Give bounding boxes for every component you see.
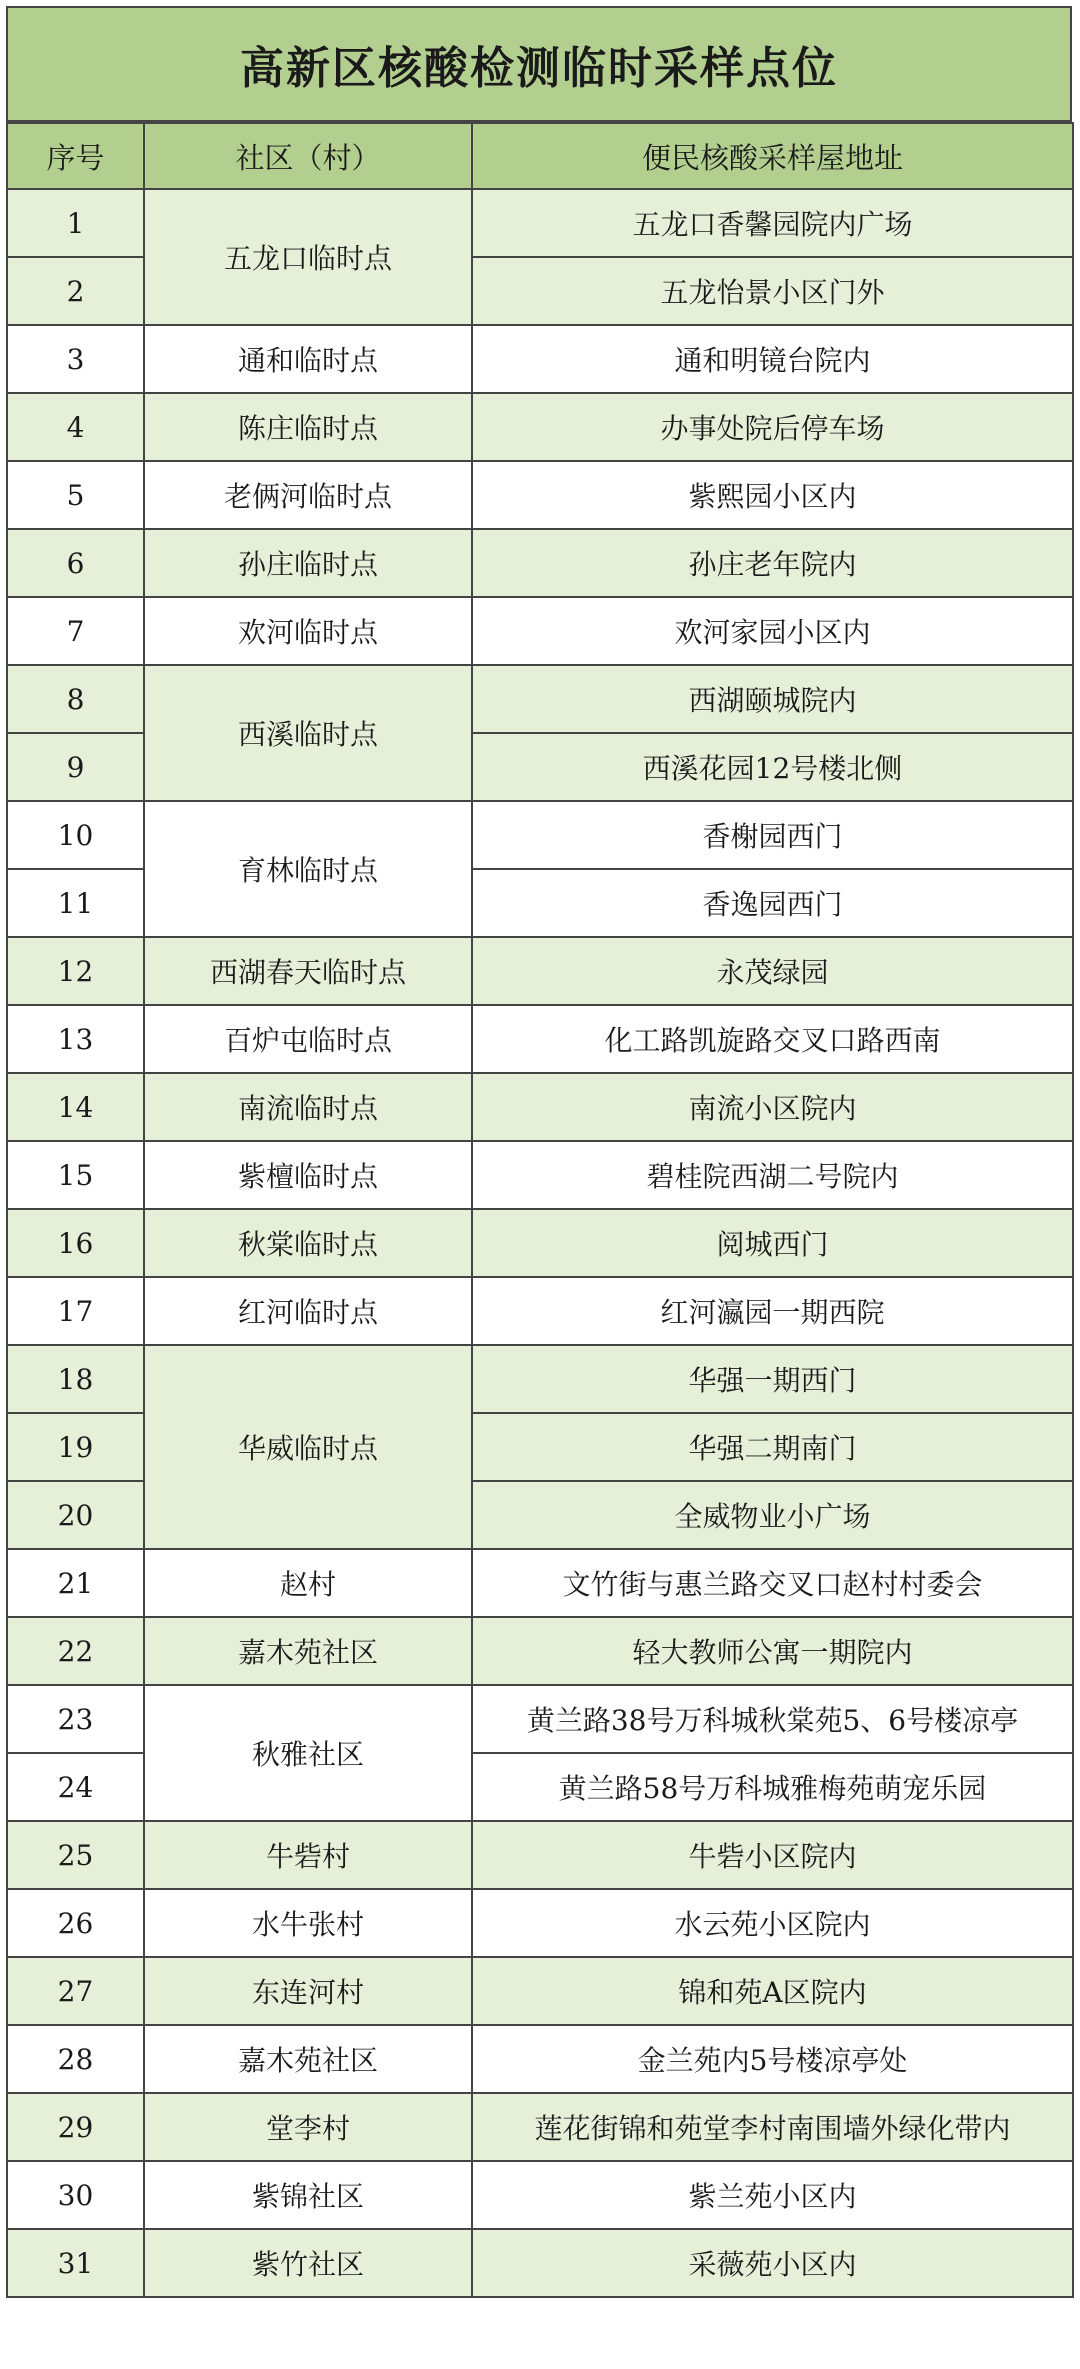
row-index: 13 — [7, 1005, 144, 1073]
table-row — [7, 597, 1073, 665]
row-address: 牛砦小区院内 — [472, 1821, 1073, 1889]
row-address: 红河瀛园一期西院 — [472, 1277, 1073, 1345]
row-address: 水云苑小区院内 — [472, 1889, 1073, 1957]
row-index: 29 — [7, 2093, 144, 2161]
row-address: 华强一期西门 — [472, 1345, 1073, 1413]
table-row — [7, 1073, 1073, 1141]
row-index: 6 — [7, 529, 144, 597]
table-row — [7, 1141, 1073, 1209]
table-row — [7, 461, 1073, 529]
row-address: 黄兰路38号万科城秋棠苑5、6号楼凉亭 — [472, 1685, 1073, 1753]
row-community: 秋棠临时点 — [144, 1209, 472, 1277]
row-address: 五龙怡景小区门外 — [472, 257, 1073, 325]
row-community: 百炉屯临时点 — [144, 1005, 472, 1073]
row-address: 阅城西门 — [472, 1209, 1073, 1277]
row-community: 西溪临时点 — [144, 665, 472, 801]
row-address: 华强二期南门 — [472, 1413, 1073, 1481]
row-index: 28 — [7, 2025, 144, 2093]
row-community: 水牛张村 — [144, 1889, 472, 1957]
row-index: 22 — [7, 1617, 144, 1685]
row-community: 华威临时点 — [144, 1345, 472, 1549]
row-index: 1 — [7, 189, 144, 257]
row-address: 轻大教师公寓一期院内 — [472, 1617, 1073, 1685]
table-row — [7, 665, 1073, 733]
table-body — [7, 189, 1073, 2297]
row-address: 孙庄老年院内 — [472, 529, 1073, 597]
table-row — [7, 393, 1073, 461]
row-community: 西湖春天临时点 — [144, 937, 472, 1005]
row-index: 21 — [7, 1549, 144, 1617]
table-row — [7, 325, 1073, 393]
row-address: 化工路凯旋路交叉口路西南 — [472, 1005, 1073, 1073]
row-index: 3 — [7, 325, 144, 393]
row-index: 12 — [7, 937, 144, 1005]
row-community: 欢河临时点 — [144, 597, 472, 665]
row-index: 30 — [7, 2161, 144, 2229]
table-row — [7, 529, 1073, 597]
row-index: 24 — [7, 1753, 144, 1821]
row-community: 嘉木苑社区 — [144, 2025, 472, 2093]
row-address: 永茂绿园 — [472, 937, 1073, 1005]
row-address: 南流小区院内 — [472, 1073, 1073, 1141]
table-row — [7, 1889, 1073, 1957]
row-address: 五龙口香馨园院内广场 — [472, 189, 1073, 257]
page-title: 高新区核酸检测临时采样点位 — [6, 6, 1072, 122]
row-community: 通和临时点 — [144, 325, 472, 393]
header-address: 便民核酸采样屋地址 — [472, 123, 1073, 189]
row-address: 西湖颐城院内 — [472, 665, 1073, 733]
row-address: 通和明镜台院内 — [472, 325, 1073, 393]
table-row — [7, 1277, 1073, 1345]
row-index: 23 — [7, 1685, 144, 1753]
row-community: 秋雅社区 — [144, 1685, 472, 1821]
row-address: 紫熙园小区内 — [472, 461, 1073, 529]
row-index: 14 — [7, 1073, 144, 1141]
row-address: 香榭园西门 — [472, 801, 1073, 869]
row-index: 8 — [7, 665, 144, 733]
row-address: 金兰苑内5号楼凉亭处 — [472, 2025, 1073, 2093]
row-community: 育林临时点 — [144, 801, 472, 937]
row-address: 采薇苑小区内 — [472, 2229, 1073, 2297]
row-index: 11 — [7, 869, 144, 937]
table-row — [7, 1209, 1073, 1277]
row-index: 5 — [7, 461, 144, 529]
row-index: 16 — [7, 1209, 144, 1277]
table-row — [7, 2161, 1073, 2229]
table-row — [7, 2093, 1073, 2161]
row-address: 黄兰路58号万科城雅梅苑萌宠乐园 — [472, 1753, 1073, 1821]
row-address: 莲花街锦和苑堂李村南围墙外绿化带内 — [472, 2093, 1073, 2161]
row-index: 7 — [7, 597, 144, 665]
header-index: 序号 — [7, 123, 144, 189]
row-community: 紫锦社区 — [144, 2161, 472, 2229]
table-row — [7, 2229, 1073, 2297]
row-index: 4 — [7, 393, 144, 461]
row-index: 9 — [7, 733, 144, 801]
table-row — [7, 1549, 1073, 1617]
table-row — [7, 1345, 1073, 1413]
row-community: 孙庄临时点 — [144, 529, 472, 597]
row-index: 19 — [7, 1413, 144, 1481]
row-community: 五龙口临时点 — [144, 189, 472, 325]
row-index: 10 — [7, 801, 144, 869]
row-community: 堂李村 — [144, 2093, 472, 2161]
table-row — [7, 189, 1073, 257]
row-community: 东连河村 — [144, 1957, 472, 2025]
row-index: 20 — [7, 1481, 144, 1549]
row-address: 锦和苑A区院内 — [472, 1957, 1073, 2025]
row-community: 陈庄临时点 — [144, 393, 472, 461]
table-row — [7, 1685, 1073, 1753]
row-community: 牛砦村 — [144, 1821, 472, 1889]
table-row — [7, 1957, 1073, 2025]
row-index: 31 — [7, 2229, 144, 2297]
row-address: 碧桂院西湖二号院内 — [472, 1141, 1073, 1209]
row-index: 2 — [7, 257, 144, 325]
row-address: 西溪花园12号楼北侧 — [472, 733, 1073, 801]
header-community: 社区（村） — [144, 123, 472, 189]
row-address: 全威物业小广场 — [472, 1481, 1073, 1549]
row-community: 紫檀临时点 — [144, 1141, 472, 1209]
sampling-points-sheet — [6, 6, 1072, 2360]
table-row — [7, 2025, 1073, 2093]
row-community: 南流临时点 — [144, 1073, 472, 1141]
row-address: 文竹街与惠兰路交叉口赵村村委会 — [472, 1549, 1073, 1617]
sampling-points-table — [6, 122, 1074, 2298]
table-row — [7, 1821, 1073, 1889]
row-index: 17 — [7, 1277, 144, 1345]
row-address: 办事处院后停车场 — [472, 393, 1073, 461]
row-community: 赵村 — [144, 1549, 472, 1617]
table-row — [7, 937, 1073, 1005]
row-community: 红河临时点 — [144, 1277, 472, 1345]
row-index: 25 — [7, 1821, 144, 1889]
row-index: 27 — [7, 1957, 144, 2025]
table-row — [7, 801, 1073, 869]
row-community: 紫竹社区 — [144, 2229, 472, 2297]
row-index: 15 — [7, 1141, 144, 1209]
row-index: 26 — [7, 1889, 144, 1957]
row-community: 嘉木苑社区 — [144, 1617, 472, 1685]
row-address: 香逸园西门 — [472, 869, 1073, 937]
row-address: 欢河家园小区内 — [472, 597, 1073, 665]
row-index: 18 — [7, 1345, 144, 1413]
table-row — [7, 1617, 1073, 1685]
table-row — [7, 1005, 1073, 1073]
table-header-row — [7, 123, 1073, 189]
row-community: 老俩河临时点 — [144, 461, 472, 529]
row-address: 紫兰苑小区内 — [472, 2161, 1073, 2229]
